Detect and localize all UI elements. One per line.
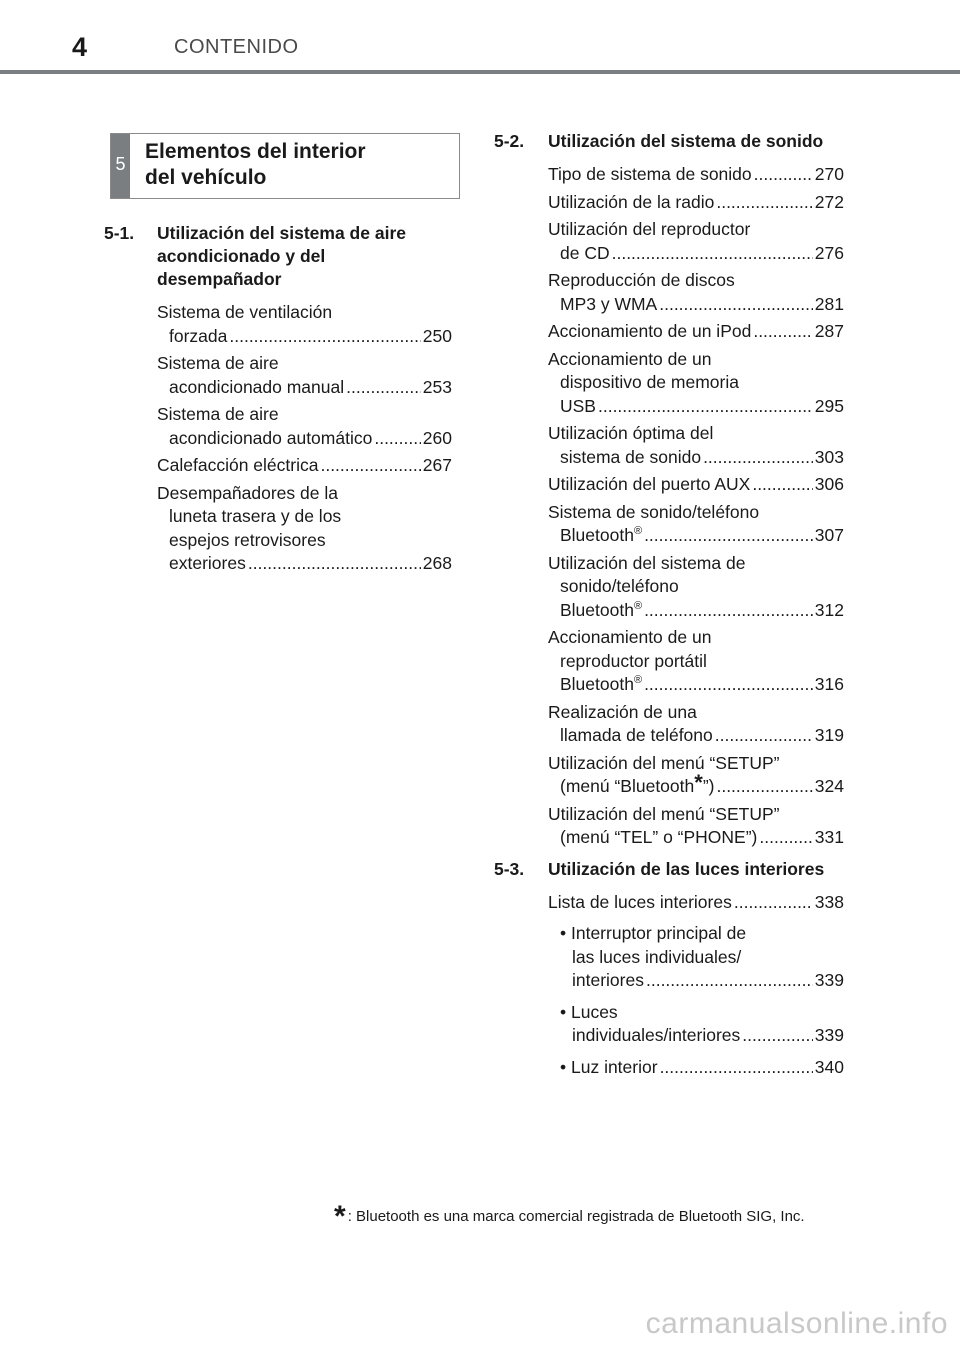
toc-entry[interactable]: Utilización del menú “SETUP” (menú “Bluetooth*”) ..... 324 bbox=[494, 752, 844, 799]
toc-entry[interactable]: Reproducción de discos MP3 y WMA ..... 281 bbox=[494, 269, 844, 316]
page-ref: 312 bbox=[814, 599, 844, 620]
toc-entry[interactable]: Utilización del sistema de sonido/teléfono Bluetooth® ..... 312 bbox=[494, 552, 844, 623]
chapter-number: 5-2. bbox=[494, 131, 525, 151]
toc-subentry[interactable]: • Luz interior ..... 340 bbox=[494, 1056, 844, 1080]
page-header bbox=[0, 0, 960, 76]
page-ref: 324 bbox=[814, 776, 844, 796]
registered-mark: ® bbox=[633, 599, 643, 612]
toc-entry[interactable]: Accionamiento de un reproductor portátil Bluetooth® ..... 316 bbox=[494, 626, 844, 697]
chapter-title: Utilización del sistema de aire acondicionado y del desempañador bbox=[157, 223, 406, 289]
toc-entry[interactable]: Utilización del menú “SETUP” (menú “TEL” o “PHONE”) ..... 331 bbox=[494, 803, 844, 850]
registered-mark: ® bbox=[633, 525, 643, 537]
footnote-marker: * bbox=[694, 770, 703, 795]
page-ref: 307 bbox=[814, 525, 844, 545]
footnote bbox=[334, 1200, 805, 1234]
footnote-text: : Bluetooth es una marca comercial registrada de Bluetooth SIG, Inc. bbox=[347, 1208, 805, 1225]
section-title: Elementos del interior del vehículo bbox=[145, 140, 366, 189]
page-ref: 272 bbox=[814, 191, 844, 212]
page-ref: 270 bbox=[814, 164, 844, 184]
toc-entry[interactable]: Calefacción eléctrica ..... 267 bbox=[104, 454, 452, 478]
page-ref: 287 bbox=[814, 321, 844, 341]
page-ref: 316 bbox=[814, 674, 844, 694]
toc-entry[interactable]: Desempañadores de la luneta trasera y de los espejos retrovisores exteriores ..... 268 bbox=[104, 482, 452, 576]
chapter-number: 5-1. bbox=[104, 223, 135, 243]
chapter-title: Utilización del sistema de sonido bbox=[548, 131, 824, 151]
page-ref: 295 bbox=[814, 395, 844, 416]
registered-mark: ® bbox=[633, 674, 643, 686]
toc-entry[interactable]: Realización de una llamada de teléfono ..... 319 bbox=[494, 701, 844, 748]
page-ref: 281 bbox=[814, 293, 844, 314]
chapter-heading-5-2 bbox=[494, 130, 844, 153]
toc-entry[interactable]: Sistema de sonido/teléfono Bluetooth® ..... 307 bbox=[494, 501, 844, 548]
page-ref: 331 bbox=[814, 827, 844, 847]
toc-entry[interactable]: Utilización de la radio ..... 272 bbox=[494, 191, 844, 215]
section-heading bbox=[110, 133, 460, 199]
toc-subentry[interactable]: • Luces individuales/interiores ..... 339 bbox=[494, 1001, 844, 1048]
page-ref: 319 bbox=[814, 725, 844, 745]
page-ref: 339 bbox=[814, 1025, 844, 1045]
toc-entry[interactable]: Accionamiento de un iPod ..... 287 bbox=[494, 320, 844, 344]
watermark: carmanualsonline.info bbox=[645, 1307, 948, 1340]
page-ref: 250 bbox=[422, 325, 452, 346]
toc-entry[interactable]: Accionamiento de un dispositivo de memoria USB ..... 295 bbox=[494, 348, 844, 419]
chapter-title: Utilización de las luces interiores bbox=[548, 858, 825, 879]
page-ref: 268 bbox=[422, 553, 452, 573]
toc-entry[interactable]: Lista de luces interiores ..... 338 bbox=[494, 891, 844, 915]
page-ref: 340 bbox=[814, 1056, 844, 1077]
page-ref: 306 bbox=[814, 474, 844, 494]
toc-entry[interactable]: Utilización del puerto AUX ..... 306 bbox=[494, 473, 844, 497]
page-ref: 338 bbox=[814, 891, 844, 912]
page-ref: 253 bbox=[422, 376, 452, 397]
page-ref: 260 bbox=[422, 427, 452, 448]
toc-entry[interactable]: Utilización del reproductor de CD ..... 276 bbox=[494, 218, 844, 265]
toc-left-column bbox=[104, 222, 452, 580]
page-ref: 276 bbox=[814, 242, 844, 263]
page-ref: 267 bbox=[422, 455, 452, 475]
page-number: 4 bbox=[72, 32, 88, 62]
header-title: CONTENIDO bbox=[174, 36, 299, 58]
toc-right-column bbox=[494, 130, 844, 1083]
header-divider bbox=[0, 70, 960, 74]
toc-subentry[interactable]: • Interruptor principal de las luces individuales/ interiores ..... 339 bbox=[494, 922, 844, 993]
page-ref: 303 bbox=[814, 446, 844, 467]
footnote-marker: * bbox=[334, 1200, 346, 1233]
chapter-number: 5-3. bbox=[494, 858, 525, 879]
chapter-heading-5-3 bbox=[494, 858, 844, 881]
toc-entry[interactable]: Sistema de aire acondicionado manual ..... 253 bbox=[104, 352, 452, 399]
toc-entry[interactable]: Sistema de aire acondicionado automático ..... 260 bbox=[104, 403, 452, 450]
chapter-heading-5-1 bbox=[104, 222, 452, 291]
toc-entry[interactable]: Utilización óptima del sistema de sonido ..... 303 bbox=[494, 422, 844, 469]
toc-entry[interactable]: Sistema de ventilación forzada ..... 250 bbox=[104, 301, 452, 348]
section-number-tab: 5 bbox=[111, 134, 130, 198]
toc-entry[interactable]: Tipo de sistema de sonido ..... 270 bbox=[494, 163, 844, 187]
page-ref: 339 bbox=[814, 970, 844, 990]
